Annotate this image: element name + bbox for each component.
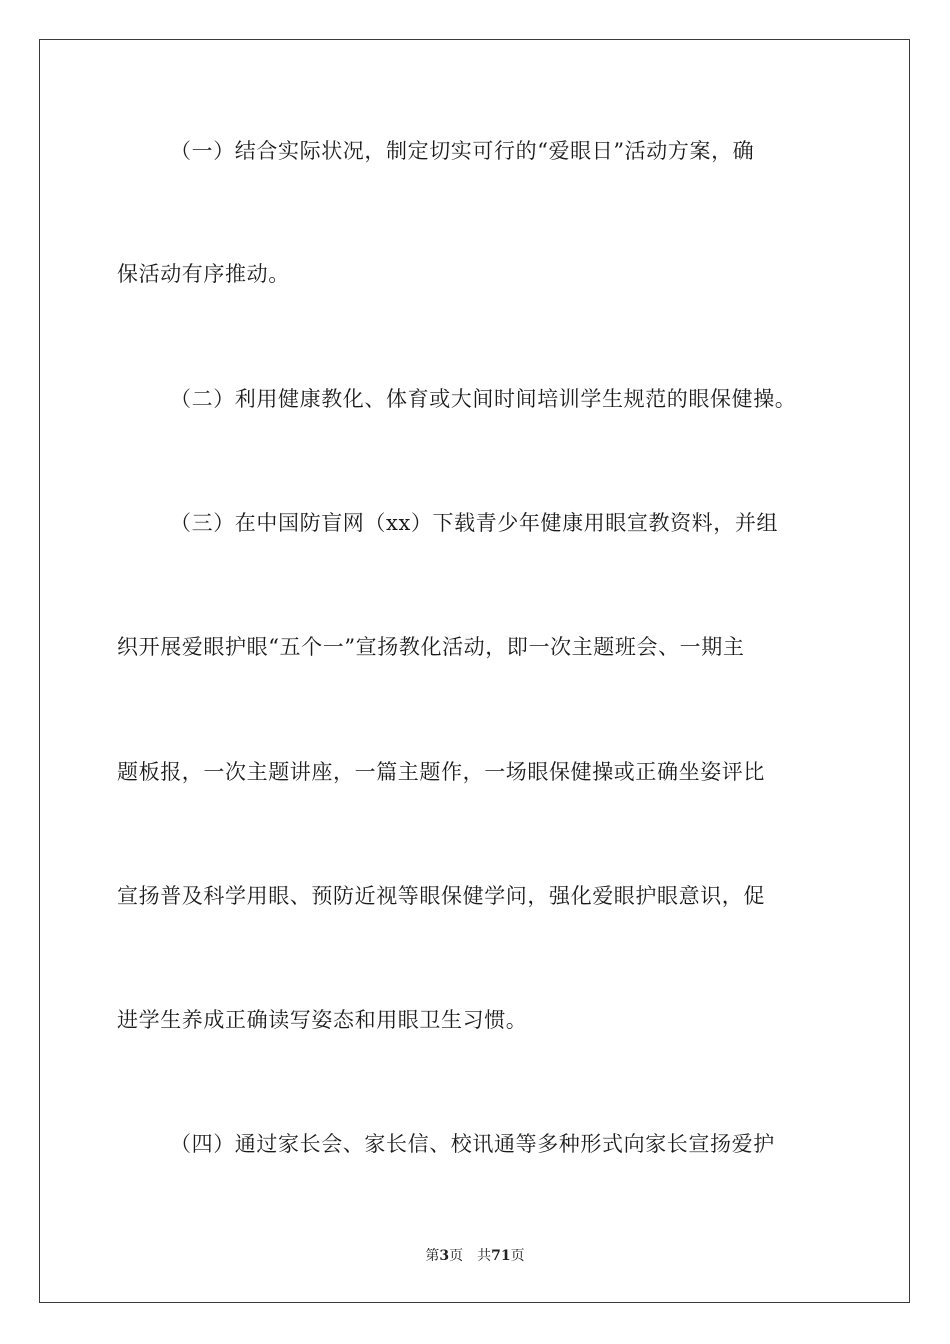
footer-total-prefix: 共: [477, 1248, 492, 1264]
footer-page-prefix: 第: [425, 1248, 440, 1264]
paragraph-3-line-3: 题板报，一次主题讲座，一篇主题作，一场眼保健操或正确坐姿评比: [117, 760, 765, 784]
paragraph-4-line-1: （四）通过家长会、家长信、校讯通等多种形式向家长宣扬爱护: [170, 1132, 775, 1156]
paragraph-2-line-1: （二）利用健康教化、体育或大间时间培训学生规范的眼保健操。: [170, 387, 797, 411]
page-border: [39, 39, 910, 1303]
paragraph-3-line-4: 宣扬普及科学用眼、预防近视等眼保健学问，强化爱眼护眼意识，促: [117, 884, 765, 908]
footer-page-number: 3: [439, 1248, 450, 1264]
paragraph-3-line-2: 织开展爱眼护眼“五个一”宣扬教化活动，即一次主题班会、一期主: [117, 635, 745, 659]
paragraph-1-line-1: （一）结合实际状况，制定切实可行的“爱眼日”活动方案，确: [170, 139, 755, 163]
paragraph-3-line-1: （三）在中国防盲网（xx）下载青少年健康用眼宣教资料，并组: [170, 511, 779, 535]
paragraph-3-line-5: 进学生养成正确读写姿态和用眼卫生习惯。: [117, 1008, 528, 1032]
paragraph-1-line-2: 保活动有序推动。: [117, 262, 290, 286]
footer-page-suffix: 页: [449, 1248, 464, 1264]
footer-total-pages: 71: [491, 1248, 511, 1264]
footer-total-suffix: 页: [510, 1248, 525, 1264]
page-footer: [0, 1247, 950, 1265]
